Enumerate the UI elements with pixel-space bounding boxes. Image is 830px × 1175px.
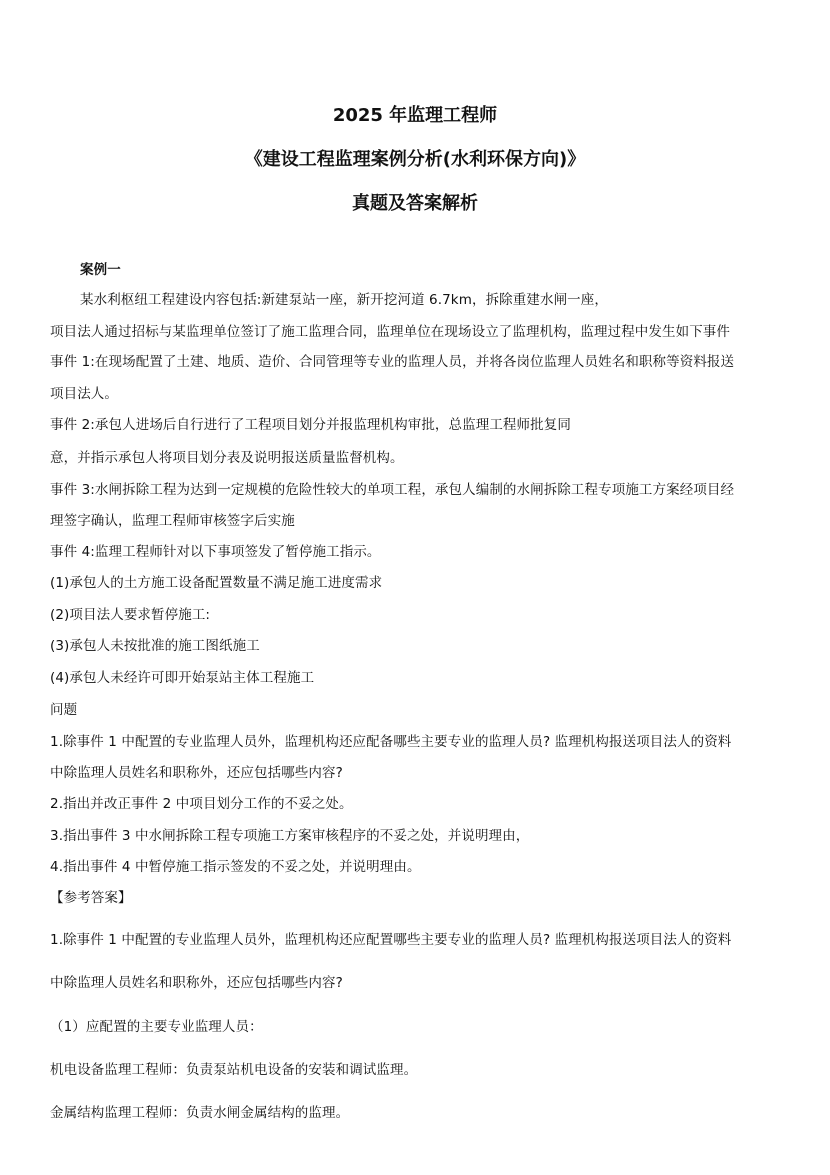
event-2-line-1: 事件 2:承包人进场后自行进行了工程项目划分并报监理机构审批，总监理工程师批复同 — [50, 417, 571, 433]
event-1-line-1: 事件 1:在现场配置了土建、地质、造价、合同管理等专业的监理人员，并将各岗位监理人员姓名和职称等资料报送 — [50, 354, 735, 370]
question-1-line-2: 中除监理人员姓名和职称外，还应包括哪些内容? — [50, 765, 343, 781]
answer-1-line-2: 中除监理人员姓名和职称外，还应包括哪些内容? — [50, 975, 343, 991]
questions-heading: 问题 — [50, 702, 78, 718]
title-line-1: 2025 年监理工程师 — [332, 105, 498, 126]
question-1-line-1: 1.除事件 1 中配置的专业监理人员外，监理机构还应配备哪些主要专业的监理人员? 监理机构报送项目法人的资料 — [50, 734, 732, 750]
question-3: 3.指出事件 3 中水闸拆除工程专项施工方案审核程序的不妥之处，并说明理由， — [50, 828, 530, 844]
answer-1-item: 机电设备监理工程师：负责泵站机电设备的安装和调试监理。 — [50, 1062, 418, 1078]
question-2: 2.指出并改正事件 2 中项目划分工作的不妥之处。 — [50, 796, 353, 812]
event-4-item: (3)承包人未按批准的施工图纸施工 — [50, 638, 260, 654]
event-4-item: (1)承包人的土方施工设备配置数量不满足施工进度需求 — [50, 575, 383, 591]
event-1-line-2: 项目法人。 — [50, 386, 118, 402]
event-4-item: (2)项目法人要求暂停施工: — [50, 607, 211, 623]
title-line-3: 真题及答案解析 — [352, 193, 478, 214]
title-line-2: 《建设工程监理案例分析(水利环保方向)》 — [244, 149, 586, 170]
event-2-line-2: 意，并指示承包人将项目划分表及说明报送质量监督机构。 — [50, 450, 404, 466]
event-3-line-1: 事件 3:水闸拆除工程为达到一定规模的危险性较大的单项工程，承包人编制的水闸拆除工程专项施工方案经项目经 — [50, 482, 735, 498]
event-3-line-2: 理签字确认，监理工程师审核签字后实施 — [50, 513, 295, 529]
case-heading: 案例一 — [80, 262, 121, 278]
case-intro: 某水利枢纽工程建设内容包括:新建泵站一座，新开挖河道 6.7km，拆除重建水闸一座， — [80, 292, 608, 308]
case-background: 项目法人通过招标与某监理单位签订了施工监理合同，监理单位在现场设立了监理机构，监理过程中发生如下事件 — [50, 324, 730, 340]
event-4: 事件 4:监理工程师针对以下事项签发了暂停施工指示。 — [50, 544, 381, 560]
answer-1-item: 金属结构监理工程师：负责水闸金属结构的监理。 — [50, 1105, 350, 1121]
answer-1-line-1: 1.除事件 1 中配置的专业监理人员外，监理机构还应配置哪些主要专业的监理人员? 监理机构报送项目法人的资料 — [50, 932, 732, 948]
answers-heading: 【参考答案】 — [50, 890, 132, 906]
answer-1-subheading: （1）应配置的主要专业监理人员： — [50, 1019, 263, 1035]
question-4: 4.指出事件 4 中暂停施工指示签发的不妥之处，并说明理由。 — [50, 859, 421, 875]
event-4-item: (4)承包人未经许可即开始泵站主体工程施工 — [50, 670, 315, 686]
